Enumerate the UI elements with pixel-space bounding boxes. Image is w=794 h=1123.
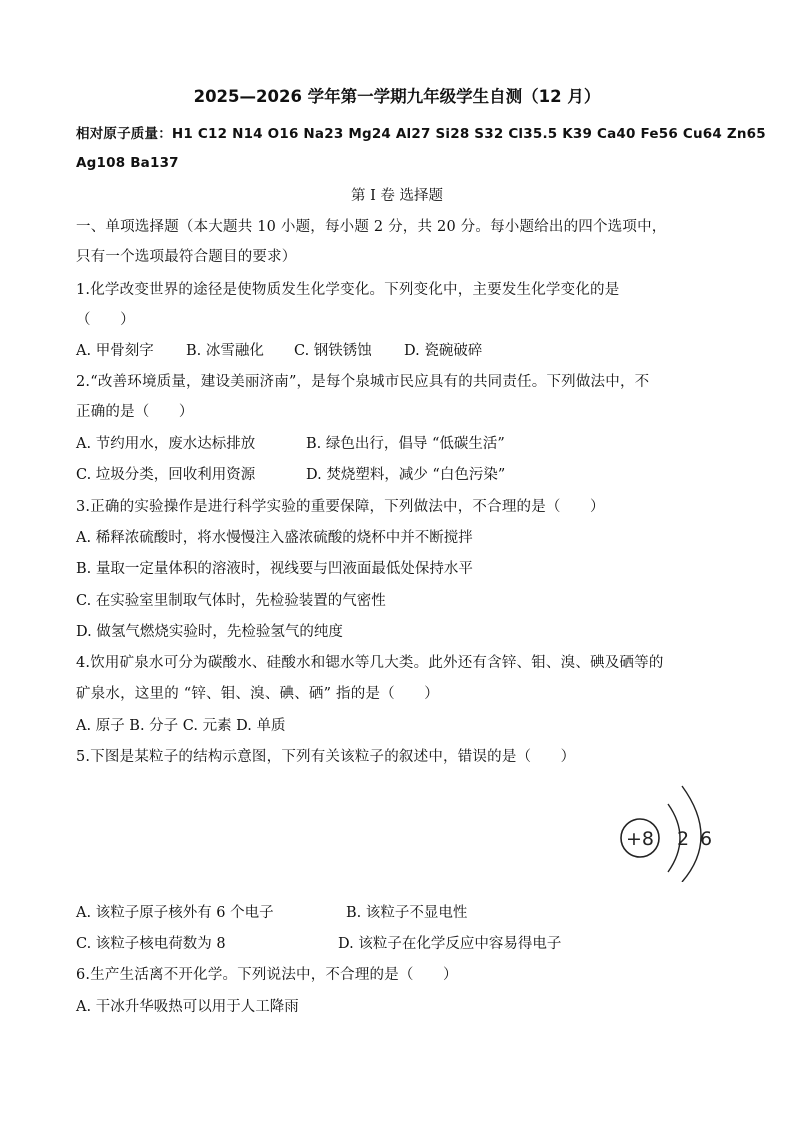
question-4-options[interactable]: A. 原子 B. 分子 C. 元素 D. 单质 <box>76 718 286 734</box>
question-1-option-a[interactable]: A. 甲骨刻字 <box>76 343 154 359</box>
question-3-option-d[interactable]: D. 做氢气燃烧实验时，先检验氢气的纯度 <box>76 624 343 640</box>
question-4-stem: 4.饮用矿泉水可分为碳酸水、硅酸水和锶水等几大类。此外还有含锌、钼、溴、碘及硒等的 <box>76 655 664 671</box>
shell-1-electron-count: 2 <box>676 828 690 850</box>
question-1-option-b[interactable]: B. 冰雪融化 <box>186 343 264 359</box>
question-1-stem: 1.化学改变世界的途径是使物质发生化学变化。下列变化中，主要发生化学变化的是 <box>76 282 620 298</box>
atomic-mass-line-2: Ag108 Ba137 <box>76 155 179 171</box>
question-4-stem-cont: 矿泉水，这里的 “锌、钼、溴、碘、硒” 指的是（ ） <box>76 686 439 702</box>
question-3-option-c[interactable]: C. 在实验室里制取气体时，先检验装置的气密性 <box>76 593 386 609</box>
question-2-option-b[interactable]: B. 绿色出行，倡导 “低碳生活” <box>306 436 505 452</box>
question-6-option-a[interactable]: A. 干冰升华吸热可以用于人工降雨 <box>76 999 299 1015</box>
instruction-line-2: 只有一个选项最符合题目的要求） <box>76 249 297 265</box>
question-3-option-a[interactable]: A. 稀释浓硫酸时，将水慢慢注入盛浓硫酸的烧杯中并不断搅拌 <box>76 530 473 546</box>
question-5-option-c[interactable]: C. 该粒子核电荷数为 8 <box>76 936 226 952</box>
question-5-option-a[interactable]: A. 该粒子原子核外有 6 个电子 <box>76 905 274 921</box>
question-2-option-a[interactable]: A. 节约用水，废水达标排放 <box>76 436 256 452</box>
particle-structure-diagram <box>612 778 722 882</box>
question-5-option-b[interactable]: B. 该粒子不显电性 <box>346 905 468 921</box>
question-1-option-d[interactable]: D. 瓷碗破碎 <box>404 343 483 359</box>
instruction-line-1: 一、单项选择题（本大题共 10 小题，每小题 2 分，共 20 分。每小题给出的四个选项中， <box>76 219 667 235</box>
nucleus-charge-label: +8 <box>625 828 655 850</box>
section-title: 第 Ⅰ 卷 选择题 <box>350 188 444 204</box>
question-2-stem: 2.“改善环境质量，建设美丽济南”，是每个泉城市民应具有的共同责任。下列做法中，不 <box>76 374 650 390</box>
shell-2-electron-count: 6 <box>699 828 713 850</box>
question-1-option-c[interactable]: C. 钢铁锈蚀 <box>294 343 372 359</box>
question-5-option-d[interactable]: D. 该粒子在化学反应中容易得电子 <box>338 936 562 952</box>
atomic-mass-line-1: 相对原子质量：H1 C12 N14 O16 Na23 Mg24 Al27 Si28 S32 Cl35.5 K39 Ca40 Fe56 Cu64 Zn65 <box>76 126 766 142</box>
question-2-stem-cont: 正确的是（ ） <box>76 404 194 420</box>
question-3-stem: 3.正确的实验操作是进行科学实验的重要保障，下列做法中，不合理的是（ ） <box>76 499 605 515</box>
question-2-option-c[interactable]: C. 垃圾分类，回收利用资源 <box>76 467 256 483</box>
question-3-option-b[interactable]: B. 量取一定量体积的溶液时，视线要与凹液面最低处保持水平 <box>76 561 473 577</box>
question-5-stem: 5.下图是某粒子的结构示意图，下列有关该粒子的叙述中，错误的是（ ） <box>76 749 576 765</box>
question-6-stem: 6.生产生活离不开化学。下列说法中，不合理的是（ ） <box>76 967 458 983</box>
question-2-option-d[interactable]: D. 焚烧塑料，减少 “白色污染” <box>306 467 506 483</box>
question-1-stem-cont: （ ） <box>76 312 135 328</box>
exam-title: 2025—2026 学年第一学期九年级学生自测（12 月） <box>193 87 601 106</box>
